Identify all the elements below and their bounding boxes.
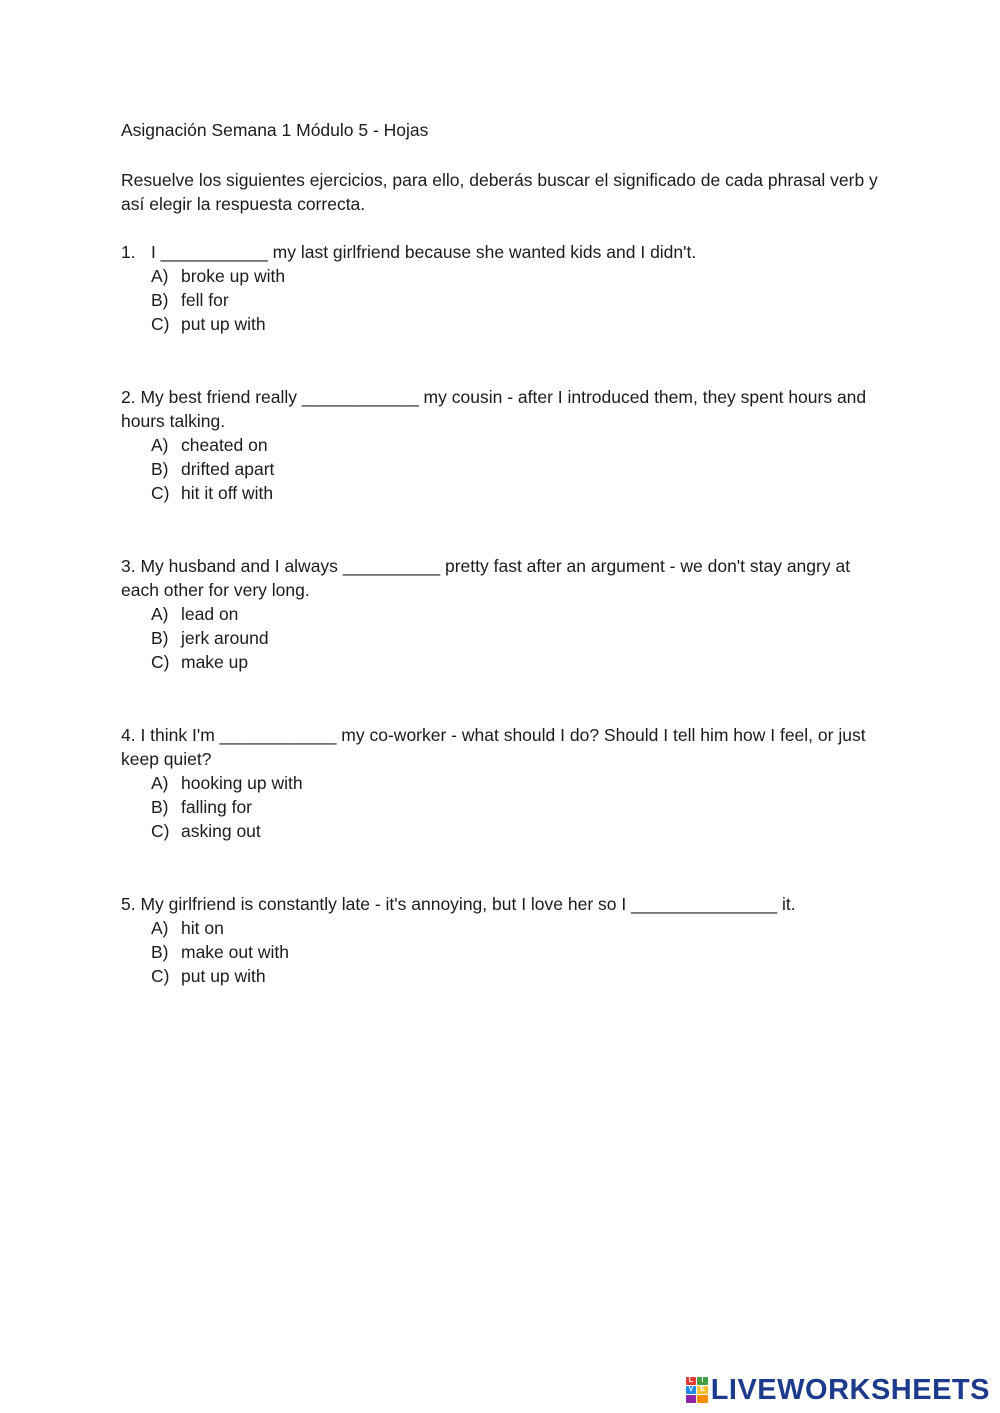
- option-letter: C): [151, 652, 170, 672]
- liveworksheets-logo-text: LIVEWORKSHEETS: [710, 1374, 990, 1406]
- question-1-prompt: I ___________ my last girlfriend because she wanted kids and I didn't.: [151, 242, 697, 262]
- option-1b[interactable]: [151, 288, 881, 312]
- option-text: broke up with: [181, 266, 286, 286]
- option-text: drifted apart: [181, 459, 275, 479]
- option-letter: B): [151, 290, 169, 310]
- question-2-text: 2. My best friend really ____________ my cousin - after I introduced them, they spent hours and hours talking.: [121, 387, 867, 431]
- worksheet-title: Asignación Semana 1 Módulo 5 - Hojas: [121, 120, 429, 140]
- option-text: put up with: [181, 314, 266, 334]
- spacer: [121, 843, 881, 892]
- question-1: [121, 240, 881, 336]
- option-1c[interactable]: [151, 312, 881, 336]
- option-4b[interactable]: [151, 795, 881, 819]
- question-2: [121, 385, 881, 505]
- option-letter: A): [151, 918, 169, 938]
- option-text: put up with: [181, 966, 266, 986]
- logo-mark-cell: E: [697, 1386, 708, 1394]
- option-text: make out with: [181, 942, 289, 962]
- option-letter: C): [151, 821, 170, 841]
- instructions-text: Resuelve los siguientes ejercicios, para ello, deberás buscar el significado de cada phrasal verb y así elegir la respuesta correcta.: [121, 170, 878, 214]
- question-3: [121, 554, 881, 674]
- question-1-number: 1.: [121, 242, 136, 262]
- option-letter: B): [151, 942, 169, 962]
- option-2b[interactable]: [151, 457, 881, 481]
- logo-mark-cell: [697, 1395, 708, 1403]
- question-5-options: [121, 916, 881, 988]
- question-5: [121, 892, 881, 988]
- logo-mark-cell: L: [686, 1377, 697, 1385]
- option-4c[interactable]: [151, 819, 881, 843]
- spacer: [121, 505, 881, 554]
- question-5-text: 5. My girlfriend is constantly late - it's annoying, but I love her so I _______________ it.: [121, 894, 796, 914]
- option-text: fell for: [181, 290, 229, 310]
- option-text: asking out: [181, 821, 261, 841]
- logo-mark-cell: V: [686, 1386, 697, 1394]
- option-letter: B): [151, 459, 169, 479]
- option-5c[interactable]: [151, 964, 881, 988]
- option-3c[interactable]: [151, 650, 881, 674]
- option-2c[interactable]: [151, 481, 881, 505]
- option-letter: A): [151, 773, 169, 793]
- question-4-options: [121, 771, 881, 843]
- option-letter: C): [151, 483, 170, 503]
- logo-mark-cell: [686, 1395, 697, 1403]
- option-2a[interactable]: [151, 433, 881, 457]
- option-1a[interactable]: [151, 264, 881, 288]
- option-text: hit on: [181, 918, 224, 938]
- option-letter: B): [151, 628, 169, 648]
- option-letter: C): [151, 314, 170, 334]
- question-3-options: [121, 602, 881, 674]
- option-letter: A): [151, 604, 169, 624]
- liveworksheets-logo: [686, 1375, 990, 1405]
- question-2-options: [121, 433, 881, 505]
- spacer: [121, 674, 881, 723]
- option-text: make up: [181, 652, 249, 672]
- question-1-options: [121, 264, 881, 336]
- option-5b[interactable]: [151, 940, 881, 964]
- option-text: jerk around: [181, 628, 269, 648]
- option-3a[interactable]: [151, 602, 881, 626]
- spacer: [121, 336, 881, 385]
- option-letter: A): [151, 435, 169, 455]
- option-4a[interactable]: [151, 771, 881, 795]
- question-1-text: [121, 240, 881, 264]
- option-text: hit it off with: [181, 483, 274, 503]
- logo-mark-cell: I: [697, 1377, 708, 1385]
- option-letter: B): [151, 797, 169, 817]
- option-5a[interactable]: [151, 916, 881, 940]
- option-text: falling for: [181, 797, 253, 817]
- option-text: hooking up with: [181, 773, 303, 793]
- option-letter: C): [151, 966, 170, 986]
- option-letter: A): [151, 266, 169, 286]
- option-3b[interactable]: [151, 626, 881, 650]
- liveworksheets-logo-icon: [686, 1377, 708, 1403]
- question-4-text: 4. I think I'm ____________ my co-worker - what should I do? Should I tell him how I feel, or just keep quiet?: [121, 725, 866, 769]
- option-text: cheated on: [181, 435, 268, 455]
- question-3-text: 3. My husband and I always __________ pretty fast after an argument - we don't stay angry at each other for very long.: [121, 556, 851, 600]
- question-4: [121, 723, 881, 843]
- option-text: lead on: [181, 604, 239, 624]
- worksheet-page: [121, 118, 881, 988]
